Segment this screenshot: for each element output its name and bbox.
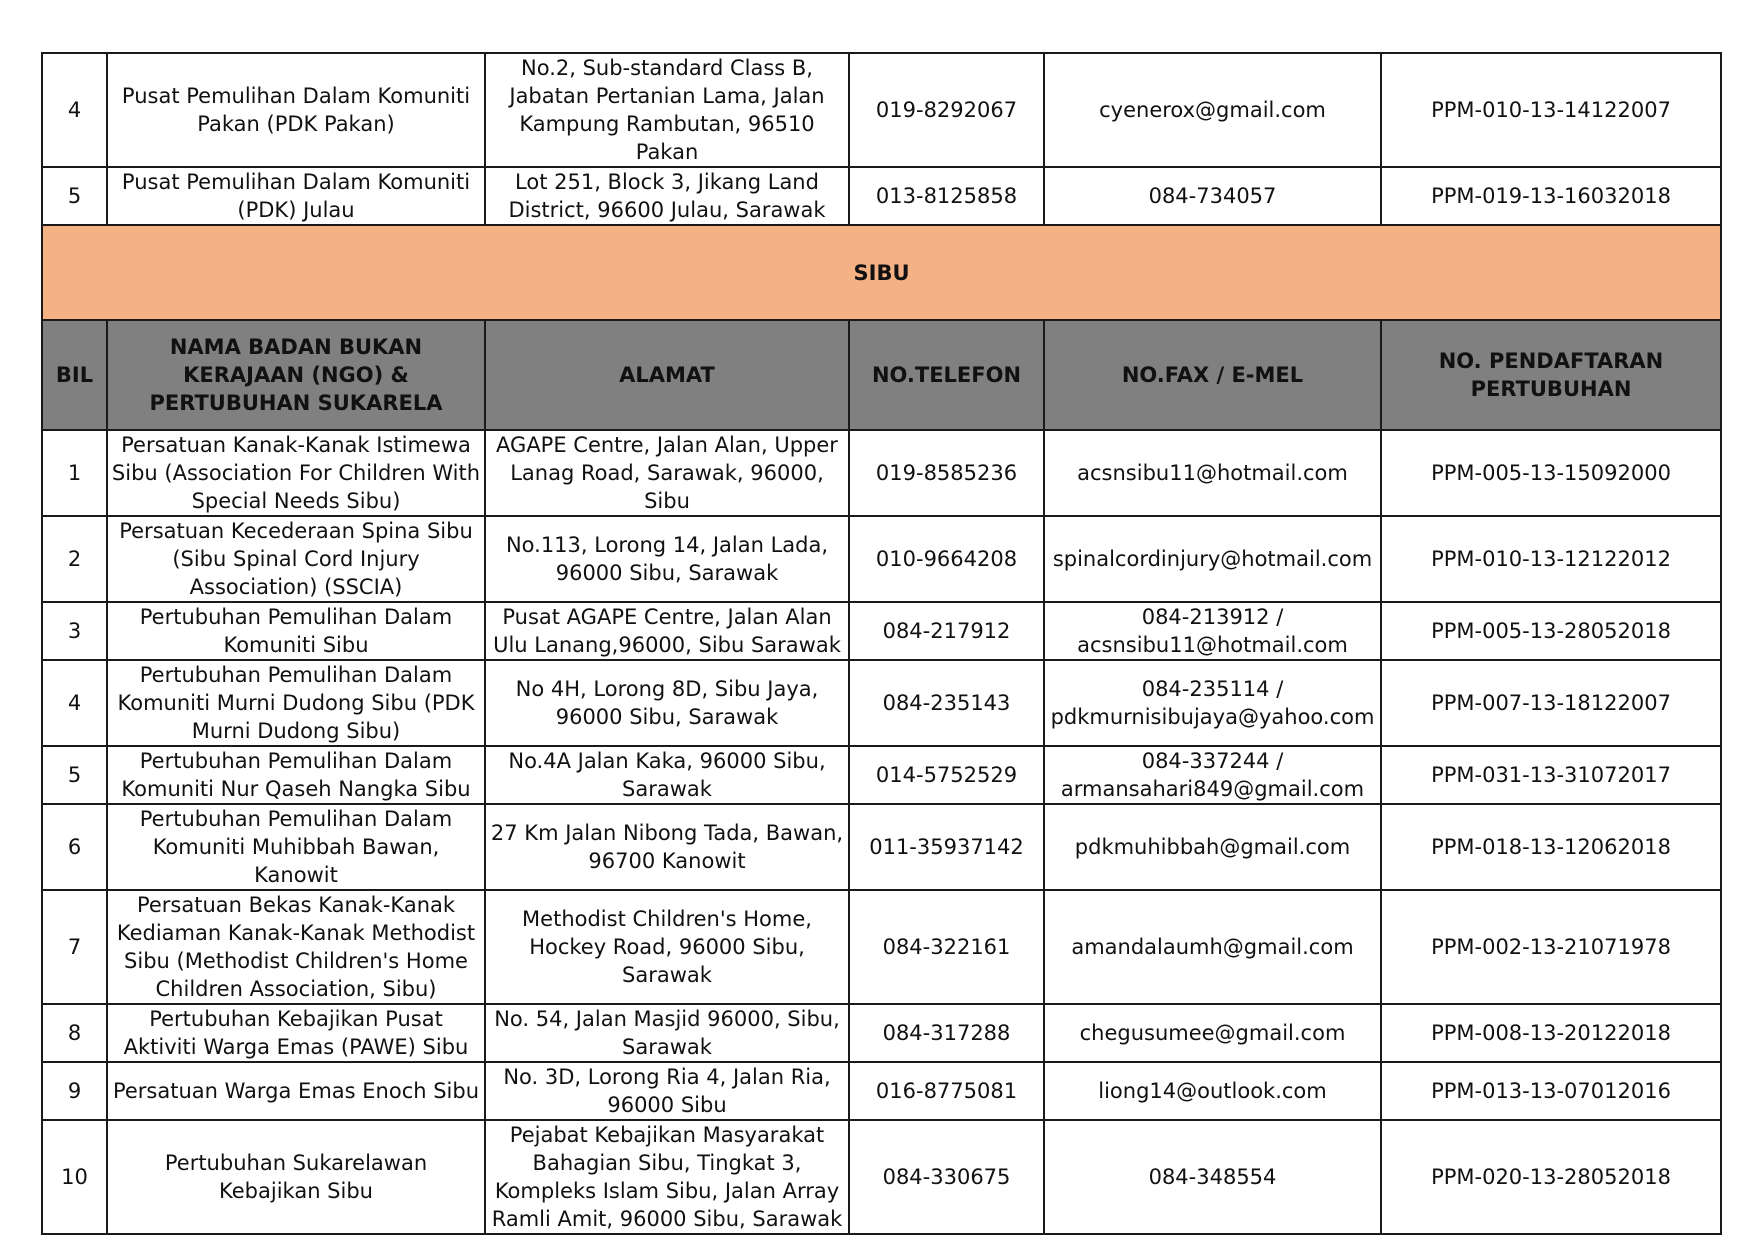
cell-bil: 7: [42, 890, 107, 1004]
cell-bil: 4: [42, 53, 107, 167]
header-pendaftaran: NO. PENDAFTARAN PERTUBUHAN: [1381, 320, 1721, 430]
cell-bil: 2: [42, 516, 107, 602]
cell-fax-email: 084-337244 / armansahari849@gmail.com: [1044, 746, 1381, 804]
cell-nama: Pertubuhan Pemulihan Dalam Komuniti Nur Qaseh Nangka Sibu: [107, 746, 485, 804]
table-row: [42, 53, 1721, 167]
cell-telefon: 084-317288: [849, 1004, 1044, 1062]
table-row: [42, 1062, 1721, 1120]
cell-telefon: 084-322161: [849, 890, 1044, 1004]
cell-telefon: 010-9664208: [849, 516, 1044, 602]
cell-telefon: 013-8125858: [849, 167, 1044, 225]
cell-nama: Pertubuhan Pemulihan Dalam Komuniti Muhibbah Bawan, Kanowit: [107, 804, 485, 890]
cell-fax-email: amandalaumh@gmail.com: [1044, 890, 1381, 1004]
table-row: [42, 430, 1721, 516]
cell-alamat: Methodist Children's Home, Hockey Road, 96000 Sibu, Sarawak: [485, 890, 849, 1004]
header-alamat: ALAMAT: [485, 320, 849, 430]
cell-bil: 5: [42, 167, 107, 225]
cell-bil: 8: [42, 1004, 107, 1062]
cell-nama: Pertubuhan Sukarelawan Kebajikan Sibu: [107, 1120, 485, 1234]
cell-alamat: Pejabat Kebajikan Masyarakat Bahagian Sibu, Tingkat 3, Kompleks Islam Sibu, Jalan Array Ramli Amit, 96000 Sibu, Sarawak: [485, 1120, 849, 1234]
cell-fax-email: 084-734057: [1044, 167, 1381, 225]
cell-pendaftaran: PPM-010-13-14122007: [1381, 53, 1721, 167]
cell-pendaftaran: PPM-019-13-16032018: [1381, 167, 1721, 225]
cell-nama: Persatuan Kanak-Kanak Istimewa Sibu (Association For Children With Special Needs Sibu): [107, 430, 485, 516]
table-row: [42, 804, 1721, 890]
cell-alamat: Pusat AGAPE Centre, Jalan Alan Ulu Lanang,96000, Sibu Sarawak: [485, 602, 849, 660]
cell-nama: Pusat Pemulihan Dalam Komuniti (PDK) Julau: [107, 167, 485, 225]
cell-nama: Pertubuhan Pemulihan Dalam Komuniti Murni Dudong Sibu (PDK Murni Dudong Sibu): [107, 660, 485, 746]
cell-fax-email: spinalcordinjury@hotmail.com: [1044, 516, 1381, 602]
cell-fax-email: chegusumee@gmail.com: [1044, 1004, 1381, 1062]
cell-telefon: 014-5752529: [849, 746, 1044, 804]
cell-bil: 3: [42, 602, 107, 660]
header-nama: NAMA BADAN BUKAN KERAJAAN (NGO) & PERTUBUHAN SUKARELA: [107, 320, 485, 430]
cell-telefon: 016-8775081: [849, 1062, 1044, 1120]
table-row: [42, 1120, 1721, 1234]
table-row: [42, 602, 1721, 660]
cell-telefon: 011-35937142: [849, 804, 1044, 890]
cell-telefon: 084-217912: [849, 602, 1044, 660]
table-row: [42, 660, 1721, 746]
table-row: [42, 167, 1721, 225]
cell-fax-email: liong14@outlook.com: [1044, 1062, 1381, 1120]
cell-bil: 10: [42, 1120, 107, 1234]
cell-bil: 5: [42, 746, 107, 804]
cell-alamat: No.2, Sub-standard Class B, Jabatan Pertanian Lama, Jalan Kampung Rambutan, 96510 Pakan: [485, 53, 849, 167]
table-header: [42, 320, 1721, 430]
cell-alamat: AGAPE Centre, Jalan Alan, Upper Lanag Road, Sarawak, 96000, Sibu: [485, 430, 849, 516]
cell-alamat: 27 Km Jalan Nibong Tada, Bawan, 96700 Kanowit: [485, 804, 849, 890]
cell-fax-email: cyenerox@gmail.com: [1044, 53, 1381, 167]
cell-pendaftaran: PPM-031-13-31072017: [1381, 746, 1721, 804]
cell-nama: Persatuan Warga Emas Enoch Sibu: [107, 1062, 485, 1120]
cell-fax-email: 084-213912 / acsnsibu11@hotmail.com: [1044, 602, 1381, 660]
cell-pendaftaran: PPM-013-13-07012016: [1381, 1062, 1721, 1120]
cell-pendaftaran: PPM-007-13-18122007: [1381, 660, 1721, 746]
cell-alamat: No. 3D, Lorong Ria 4, Jalan Ria, 96000 Sibu: [485, 1062, 849, 1120]
cell-nama: Pusat Pemulihan Dalam Komuniti Pakan (PDK Pakan): [107, 53, 485, 167]
cell-alamat: Lot 251, Block 3, Jikang Land District, 96600 Julau, Sarawak: [485, 167, 849, 225]
cell-fax-email: acsnsibu11@hotmail.com: [1044, 430, 1381, 516]
section-title: SIBU: [42, 225, 1721, 320]
cell-bil: 6: [42, 804, 107, 890]
cell-telefon: 019-8585236: [849, 430, 1044, 516]
cell-pendaftaran: PPM-018-13-12062018: [1381, 804, 1721, 890]
cell-telefon: 019-8292067: [849, 53, 1044, 167]
cell-bil: 4: [42, 660, 107, 746]
cell-alamat: No.113, Lorong 14, Jalan Lada, 96000 Sibu, Sarawak: [485, 516, 849, 602]
ngo-table: [41, 52, 1722, 1235]
table-row: [42, 746, 1721, 804]
table-row: [42, 516, 1721, 602]
cell-bil: 1: [42, 430, 107, 516]
cell-fax-email: 084-348554: [1044, 1120, 1381, 1234]
table-row: [42, 1004, 1721, 1062]
header-telefon: NO.TELEFON: [849, 320, 1044, 430]
cell-pendaftaran: PPM-005-13-15092000: [1381, 430, 1721, 516]
cell-nama: Persatuan Kecederaan Spina Sibu (Sibu Spinal Cord Injury Association) (SSCIA): [107, 516, 485, 602]
cell-pendaftaran: PPM-002-13-21071978: [1381, 890, 1721, 1004]
cell-pendaftaran: PPM-010-13-12122012: [1381, 516, 1721, 602]
cell-nama: Pertubuhan Pemulihan Dalam Komuniti Sibu: [107, 602, 485, 660]
cell-pendaftaran: PPM-008-13-20122018: [1381, 1004, 1721, 1062]
section-row: [42, 225, 1721, 320]
header-bil: BIL: [42, 320, 107, 430]
cell-pendaftaran: PPM-020-13-28052018: [1381, 1120, 1721, 1234]
cell-alamat: No. 54, Jalan Masjid 96000, Sibu, Sarawak: [485, 1004, 849, 1062]
cell-nama: Pertubuhan Kebajikan Pusat Aktiviti Warga Emas (PAWE) Sibu: [107, 1004, 485, 1062]
header-fax-email: NO.FAX / E-MEL: [1044, 320, 1381, 430]
cell-fax-email: 084-235114 / pdkmurnisibujaya@yahoo.com: [1044, 660, 1381, 746]
cell-bil: 9: [42, 1062, 107, 1120]
table-row: [42, 890, 1721, 1004]
cell-telefon: 084-330675: [849, 1120, 1044, 1234]
cell-telefon: 084-235143: [849, 660, 1044, 746]
cell-nama: Persatuan Bekas Kanak-Kanak Kediaman Kanak-Kanak Methodist Sibu (Methodist Children's Home Children Association, Sibu): [107, 890, 485, 1004]
cell-fax-email: pdkmuhibbah@gmail.com: [1044, 804, 1381, 890]
cell-pendaftaran: PPM-005-13-28052018: [1381, 602, 1721, 660]
cell-alamat: No.4A Jalan Kaka, 96000 Sibu, Sarawak: [485, 746, 849, 804]
cell-alamat: No 4H, Lorong 8D, Sibu Jaya, 96000 Sibu, Sarawak: [485, 660, 849, 746]
